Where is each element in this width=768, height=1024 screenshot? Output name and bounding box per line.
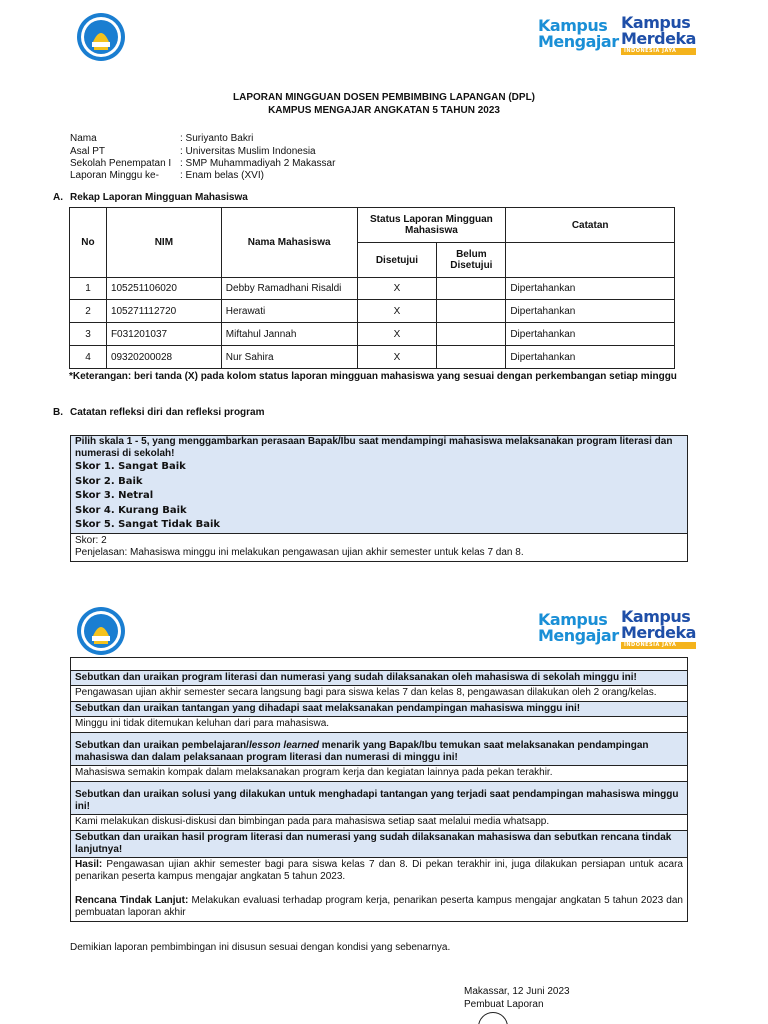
cell-catatan: Dipertahankan: [506, 278, 675, 300]
identity-row: [70, 146, 316, 157]
empty-row: [71, 658, 687, 671]
brand-text: Kampus: [621, 13, 691, 32]
table-row: [70, 300, 675, 323]
signature-place-date: Makassar, 12 Juni 2023: [464, 986, 570, 997]
identity-value: : Suriyanto Bakri: [180, 133, 254, 144]
scale-item: Skor 3. Netral: [75, 490, 154, 501]
cell-no: 2: [70, 300, 107, 323]
col-header-nim: NIM: [106, 208, 221, 278]
reflection-question: Pilih skala 1 - 5, yang menggambarkan perasaan Bapak/Ibu saat mendampingi mahasiswa melaksanakan program literasi dan numerasi di sekolah!: [75, 436, 673, 459]
identity-value: : Universitas Muslim Indonesia: [180, 146, 316, 157]
reflection-table: [70, 657, 688, 922]
answer-row: [71, 858, 687, 921]
brand-text: Merdeka: [621, 623, 696, 642]
identity-row: [70, 158, 335, 169]
identity-key: Asal PT: [70, 146, 106, 157]
brand-tagline: INDONESIA JAYA: [621, 642, 696, 649]
kampus-mengajar-logo: [538, 18, 619, 50]
question-row: Sebutkan dan uraikan solusi yang dilakukan untuk menghadapi tantangan yang terjadi saat pendampingan mahasiswa minggu ini!: [71, 782, 687, 815]
section-number: B.: [53, 407, 63, 418]
cell-nim: 105271112720: [106, 300, 221, 323]
cell-belum: [437, 278, 506, 300]
rekap-table: [69, 207, 675, 369]
scale-item: Skor 2. Baik: [75, 475, 143, 487]
cell-no: 3: [70, 323, 107, 346]
rtl-label: Rencana Tindak Lanjut:: [75, 895, 189, 906]
reflection-answer: [71, 534, 687, 561]
cell-nama: Nur Sahira: [221, 346, 357, 369]
section-title: Rekap Laporan Mingguan Mahasiswa: [70, 192, 248, 203]
identity-key: Sekolah Penempatan I: [70, 158, 172, 169]
scale-item: Skor 5. Sangat Tidak Baik: [75, 519, 221, 530]
section-title: Catatan refleksi diri dan refleksi program: [70, 407, 265, 418]
identity-key: Laporan Minggu ke-: [70, 170, 159, 181]
cell-disetujui: X: [357, 323, 437, 346]
section-number: A.: [53, 192, 63, 203]
identity-row: [70, 170, 264, 181]
cell-disetujui: X: [357, 278, 437, 300]
question-row: Sebutkan dan uraikan tantangan yang dihadapi saat melaksanakan pendampingan mahasiswa minggu ini!: [71, 702, 687, 717]
cell-catatan: Dipertahankan: [506, 346, 675, 369]
cell-nim: 09320200028: [106, 346, 221, 369]
cell-belum: [437, 323, 506, 346]
identity-value: : Enam belas (XVI): [180, 170, 264, 181]
cell-disetujui: X: [357, 300, 437, 323]
cell-nim: F031201037: [106, 323, 221, 346]
scale-item: Skor 1. Sangat Baik: [75, 461, 186, 472]
cell-nama: Debby Ramadhani Risaldi: [221, 278, 357, 300]
table-row: [70, 346, 675, 369]
cell-nama: Miftahul Jannah: [221, 323, 357, 346]
cell-belum: [437, 300, 506, 323]
question-italic: lesson learned: [248, 740, 319, 751]
rtl-text: Melakukan evaluasi terhadap program kerja, penarikan peserta kampus mengajar angkatan 5 tahun 2023 dan pembuatan laporan akhir: [75, 895, 683, 918]
brand-text: Kampus: [538, 610, 608, 629]
brand-text: Kampus: [621, 607, 691, 626]
hasil-text: Pengawasan ujian akhir semester bagi para siswa kelas 7 dan 8. Di pekan terakhir ini, juga dilakukan persiapan untuk acara penarikan peserta kampus mengajar angkatan 5 tahun 2023.: [75, 859, 683, 882]
table-row: [70, 323, 675, 346]
tut-wuri-handayani-logo: [76, 12, 126, 62]
kampus-mengajar-logo: [538, 612, 619, 644]
report-title-line2: KAMPUS MENGAJAR ANGKATAN 5 TAHUN 2023: [268, 105, 500, 116]
table-row: [70, 278, 675, 300]
signature-stamp: [478, 1012, 508, 1024]
hasil-label: Hasil:: [75, 859, 103, 870]
brand-text: Mengajar: [538, 32, 619, 51]
identity-value: : SMP Muhammadiyah 2 Makassar: [180, 158, 336, 169]
cell-catatan: Dipertahankan: [506, 300, 675, 323]
skor-value: Skor: 2: [75, 534, 107, 546]
cell-no: 4: [70, 346, 107, 369]
cell-nama: Herawati: [221, 300, 357, 323]
cell-disetujui: X: [357, 346, 437, 369]
signature-role: Pembuat Laporan: [464, 999, 544, 1010]
penjelasan-text: Penjelasan: Mahasiswa minggu ini melakukan pengawasan ujian akhir semester untuk kelas 7 dan 8.: [75, 546, 524, 558]
question-text: menarik yang Bapak/Ibu temukan saat melaksanakan pendampingan mahasiswa dan dalam pelaksanaan program literasi dan numerasi di minggu ini!: [75, 740, 649, 763]
identity-key: Nama: [70, 133, 97, 144]
scale-item: Skor 4. Kurang Baik: [75, 504, 187, 516]
col-header-no: No: [70, 208, 107, 278]
col-header-belum: Belum Disetujui: [437, 243, 506, 278]
cell-no: 1: [70, 278, 107, 300]
identity-row: [70, 133, 253, 144]
col-header-catatan-sub: [506, 243, 675, 278]
question-row: Sebutkan dan uraikan program literasi dan numerasi yang sudah dilaksanakan oleh mahasiswa di sekolah minggu ini!: [71, 671, 687, 686]
report-title-line1: LAPORAN MINGGUAN DOSEN PEMBIMBING LAPANGAN (DPL): [232, 92, 536, 103]
question-text: Sebutkan dan uraikan pembelajaran/: [75, 740, 249, 751]
section-b-heading: [53, 407, 265, 418]
col-header-catatan: Catatan: [506, 208, 675, 243]
answer-row: Minggu ini tidak ditemukan keluhan dari para mahasiswa.: [71, 717, 687, 733]
cell-catatan: Dipertahankan: [506, 323, 675, 346]
question-row: Sebutkan dan uraikan hasil program literasi dan numerasi yang sudah dilaksanakan mahasiswa dan sebutkan rencana tindak lanjutnya!: [71, 831, 687, 858]
col-header-disetujui: Disetujui: [357, 243, 437, 278]
question-row: [71, 733, 687, 766]
brand-text: Mengajar: [538, 626, 619, 645]
tut-wuri-handayani-logo: [76, 606, 126, 656]
answer-row: Mahasiswa semakin kompak dalam melaksanakan program kerja dan kegiatan lainnya pada pekan terakhir.: [71, 766, 687, 782]
col-header-nama: Nama Mahasiswa: [221, 208, 357, 278]
cell-nim: 105251106020: [106, 278, 221, 300]
kampus-merdeka-logo: [621, 15, 696, 55]
hasil-paragraph: [75, 859, 683, 883]
cell-belum: [437, 346, 506, 369]
brand-text: Merdeka: [621, 29, 696, 48]
closing-statement: Demikian laporan pembimbingan ini disusun sesuai dengan kondisi yang sebenarnya.: [70, 942, 451, 953]
rtl-paragraph: [75, 895, 683, 919]
brand-text: Kampus: [538, 16, 608, 35]
section-a-heading: [53, 192, 248, 203]
reflection-scale-box: [70, 435, 688, 562]
kampus-merdeka-logo: [621, 609, 696, 649]
keterangan-note: *Keterangan: beri tanda (X) pada kolom status laporan mingguan mahasiswa yang sesuai dengan perkembangan setiap minggu: [69, 371, 677, 382]
answer-row: Kami melakukan diskusi-diskusi dan bimbingan pada para mahasiswa setiap saat melalui media whatsapp.: [71, 815, 687, 831]
col-header-status: Status Laporan Mingguan Mahasiswa: [357, 208, 506, 243]
reflection-header: [71, 436, 687, 534]
answer-row: Pengawasan ujian akhir semester secara langsung bagi para siswa kelas 7 dan kelas 8, pengawasan dilakukan oleh 2 orang/kelas.: [71, 686, 687, 702]
brand-tagline: INDONESIA JAYA: [621, 48, 696, 55]
